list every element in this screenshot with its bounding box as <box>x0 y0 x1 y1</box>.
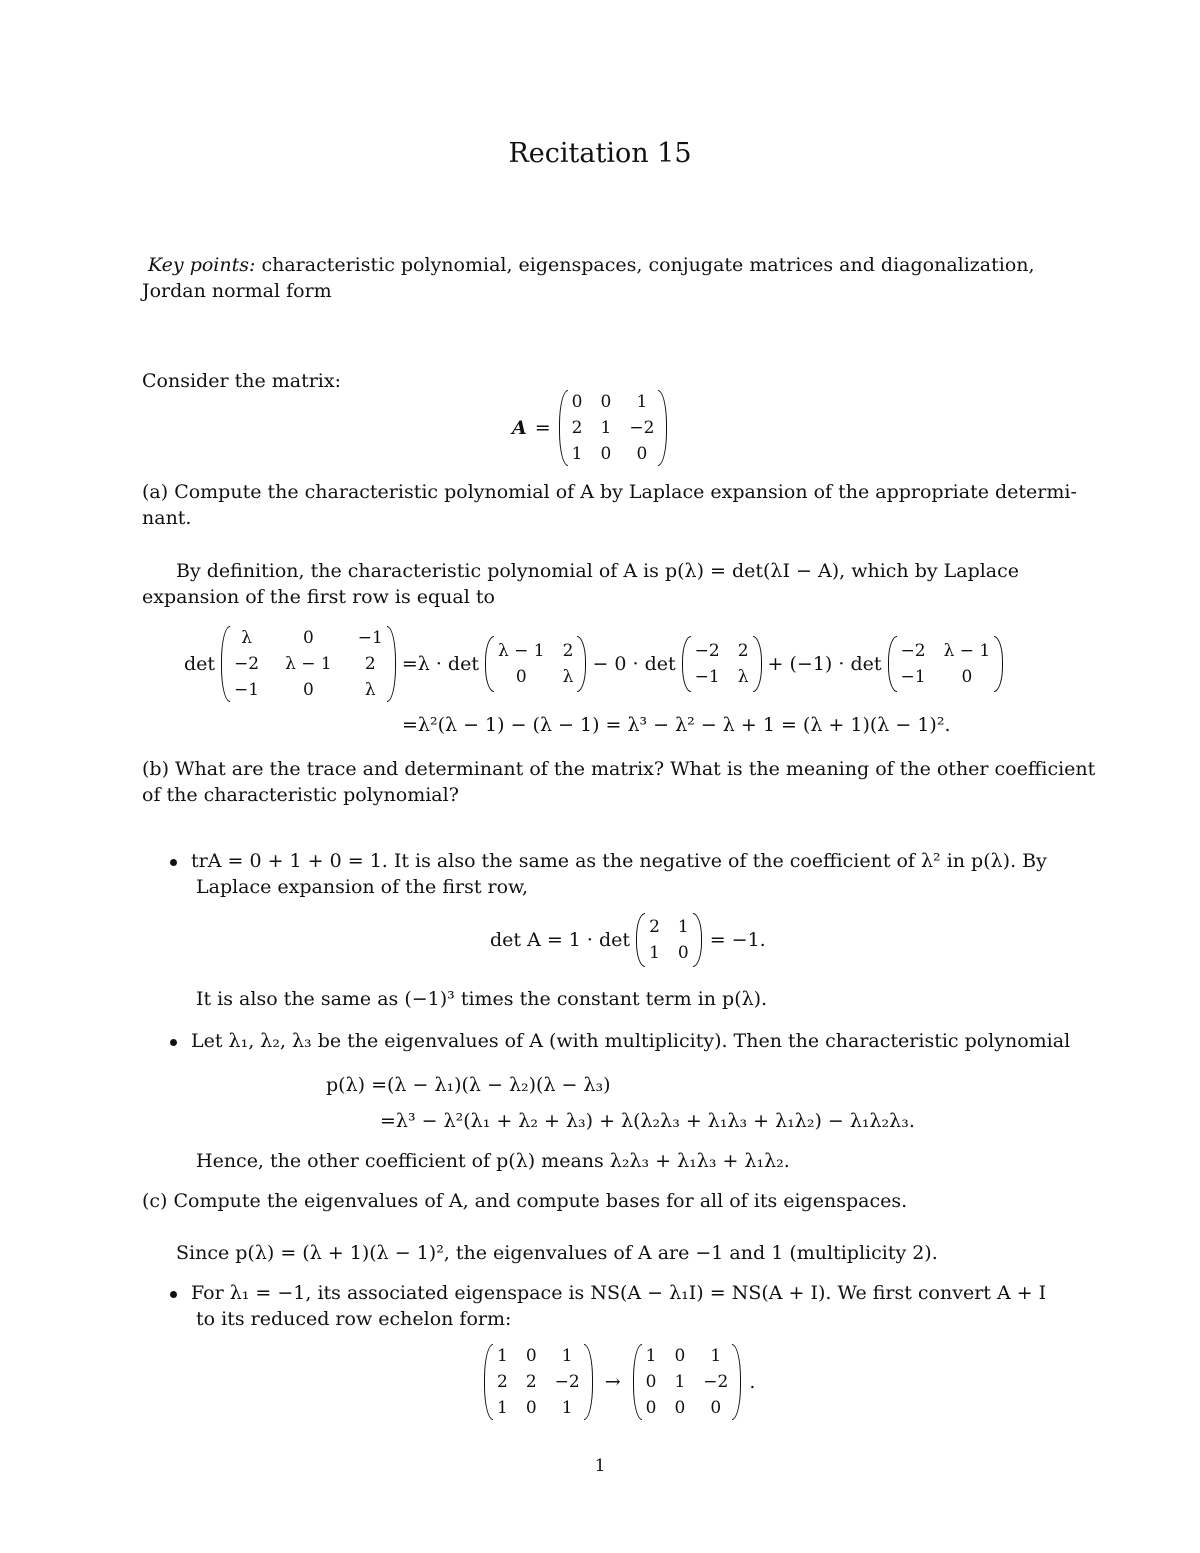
matrix-cell: 1 <box>649 943 660 963</box>
matrix-cell: 1 <box>710 1346 722 1366</box>
matrix-cell: 0 <box>600 444 612 464</box>
matrix-cell: 1 <box>645 1346 657 1366</box>
matrix-cell: −1 <box>900 667 926 687</box>
matrix-cell: 0 <box>571 392 583 412</box>
a-plus-i-matrix <box>484 1344 593 1420</box>
matrix-cell: −2 <box>694 641 720 661</box>
matrix-cell: −2 <box>900 641 926 661</box>
minus-zero-det: − 0 · det <box>592 653 676 675</box>
determinant-expansion <box>184 622 1003 706</box>
matrix-cell: −1 <box>694 667 720 687</box>
bullet-icon <box>170 859 177 866</box>
matrix-cell: 1 <box>571 444 583 464</box>
poly-line2: =λ³ − λ²(λ₁ + λ₂ + λ₃) + λ(λ₂λ₃ + λ₁λ₃ + λ₁λ₂) − λ₁λ₂λ₃. <box>380 1110 915 1132</box>
poly-line1: p(λ) =(λ − λ₁)(λ − λ₂)(λ − λ₃) <box>326 1074 611 1096</box>
matrix-cell: 1 <box>497 1398 508 1418</box>
det-A-equation <box>490 910 766 970</box>
matrix-A <box>559 390 668 466</box>
matrix-cell: 1 <box>561 1346 573 1366</box>
matrix-cell: λ − 1 <box>497 641 545 661</box>
part-c-bullet-line2: to its reduced row echelon form: <box>196 1308 512 1330</box>
bullet1-line2: Laplace expansion of the first row, <box>196 876 529 898</box>
matrix-cell: 0 <box>303 680 314 700</box>
matrix-A-name: A <box>512 417 527 439</box>
part-c-since: Since p(λ) = (λ + 1)(λ − 1)², the eigenvalues of A are −1 and 1 (multiplicity 2). <box>176 1242 938 1264</box>
minor-matrix-3 <box>888 636 1004 692</box>
matrix-cell: 0 <box>710 1398 722 1418</box>
matrix-cell: −1 <box>234 680 260 700</box>
page-number: 1 <box>594 1456 606 1476</box>
matrix-cell: 0 <box>525 1398 537 1418</box>
matrix-cell: λ <box>562 667 574 687</box>
rref-equation <box>484 1340 755 1424</box>
det-A-minor-matrix <box>636 913 702 967</box>
matrix-cell: 0 <box>674 1346 686 1366</box>
matrix-cell: −1 <box>357 628 383 648</box>
lambda-i-minus-a-matrix <box>221 626 396 702</box>
minor-matrix-2 <box>682 636 762 692</box>
bullet2-line1: Let λ₁, λ₂, λ₃ be the eigenvalues of A (with multiplicity). Then the characteristic polynomial <box>191 1030 1071 1052</box>
matrix-cell: 2 <box>562 641 574 661</box>
rref-matrix <box>633 1344 742 1420</box>
key-points-line2: Jordan normal form <box>142 280 332 302</box>
part-b-question-line2: of the characteristic polynomial? <box>142 784 459 806</box>
det-label: det <box>184 653 216 675</box>
right-arrow-icon: → <box>604 1371 621 1393</box>
part-a-question-line2: nant. <box>142 507 192 529</box>
minor-matrix-1 <box>485 636 586 692</box>
consider-text: Consider the matrix: <box>142 370 341 392</box>
matrix-cell: 0 <box>674 1398 686 1418</box>
matrix-cell: 2 <box>649 917 660 937</box>
matrix-cell: 1 <box>497 1346 508 1366</box>
part-a-solution-line2: expansion of the first row is equal to <box>142 586 495 608</box>
matrix-cell: 0 <box>677 943 689 963</box>
part-b-bullet2 <box>170 1028 1070 1054</box>
matrix-cell: 1 <box>677 917 689 937</box>
bullet-icon <box>170 1291 177 1298</box>
matrix-cell: 2 <box>737 641 749 661</box>
matrix-cell: 1 <box>674 1372 686 1392</box>
matrix-cell: −2 <box>554 1372 580 1392</box>
part-a-solution-line1: By definition, the characteristic polynomial of A is p(λ) = det(λI − A), which by Laplace <box>176 560 1020 582</box>
matrix-A-grid <box>572 390 655 466</box>
plus-neg-one-det: + (−1) · det <box>767 653 882 675</box>
matrix-cell: λ <box>241 628 252 648</box>
det-A-left: det A = 1 · det <box>490 929 631 951</box>
key-points-label: Key points: <box>148 254 256 276</box>
bullet1-line1: trA = 0 + 1 + 0 = 1. It is also the same as the negative of the coefficient of λ² in p(λ). By <box>191 850 1047 872</box>
eq-lambda-det: =λ · det <box>401 653 479 675</box>
rref-period: . <box>749 1371 756 1393</box>
part-b-question-line1: (b) What are the trace and determinant of the matrix? What is the meaning of the other coefficient <box>142 758 1096 780</box>
matrix-cell: 0 <box>636 444 648 464</box>
hence-text: Hence, the other coefficient of p(λ) means λ₂λ₃ + λ₁λ₃ + λ₁λ₂. <box>196 1150 790 1172</box>
matrix-cell: 2 <box>525 1372 537 1392</box>
key-points <box>148 252 1035 278</box>
page-title: Recitation 15 <box>508 138 692 169</box>
key-points-line1: characteristic polynomial, eigenspaces, conjugate matrices and diagonalization, <box>261 254 1035 276</box>
matrix-cell: 0 <box>961 667 973 687</box>
part-c-question: (c) Compute the eigenvalues of A, and compute bases for all of its eigenspaces. <box>142 1190 908 1212</box>
matrix-cell: λ − 1 <box>285 654 332 674</box>
bullet1-line3: It is also the same as (−1)³ times the constant term in p(λ). <box>196 988 768 1010</box>
bullet-icon <box>170 1039 177 1046</box>
matrix-cell: 0 <box>303 628 314 648</box>
det-A-right: = −1. <box>709 929 766 951</box>
matrix-cell: 0 <box>645 1372 657 1392</box>
part-b-bullet1 <box>170 848 1047 874</box>
matrix-cell: 0 <box>515 667 527 687</box>
matrix-cell: 1 <box>561 1398 573 1418</box>
part-c-bullet <box>170 1280 1046 1306</box>
matrix-A-equation: A = 0 0 1 2 1 −2 1 0 0 <box>512 388 667 468</box>
matrix-cell: 1 <box>636 392 648 412</box>
matrix-cell: −2 <box>703 1372 729 1392</box>
matrix-cell: 0 <box>645 1398 657 1418</box>
matrix-cell: −2 <box>234 654 260 674</box>
matrix-cell: 2 <box>364 654 376 674</box>
char-poly-result: =λ²(λ − 1) − (λ − 1) = λ³ − λ² − λ + 1 = (λ + 1)(λ − 1)². <box>402 714 951 736</box>
part-a-question-line1: (a) Compute the characteristic polynomial of A by Laplace expansion of the appropriate determi- <box>142 481 1077 503</box>
matrix-cell: λ − 1 <box>943 641 991 661</box>
matrix-cell: 2 <box>497 1372 508 1392</box>
matrix-cell: λ <box>737 667 749 687</box>
matrix-cell: 2 <box>571 418 583 438</box>
matrix-cell: 1 <box>600 418 612 438</box>
matrix-cell: λ <box>364 680 376 700</box>
part-c-bullet-line1: For λ₁ = −1, its associated eigenspace is NS(A − λ₁I) = NS(A + I). We first convert A + I <box>191 1282 1047 1304</box>
matrix-cell: 0 <box>600 392 612 412</box>
matrix-cell: −2 <box>629 418 655 438</box>
matrix-cell: 0 <box>525 1346 537 1366</box>
